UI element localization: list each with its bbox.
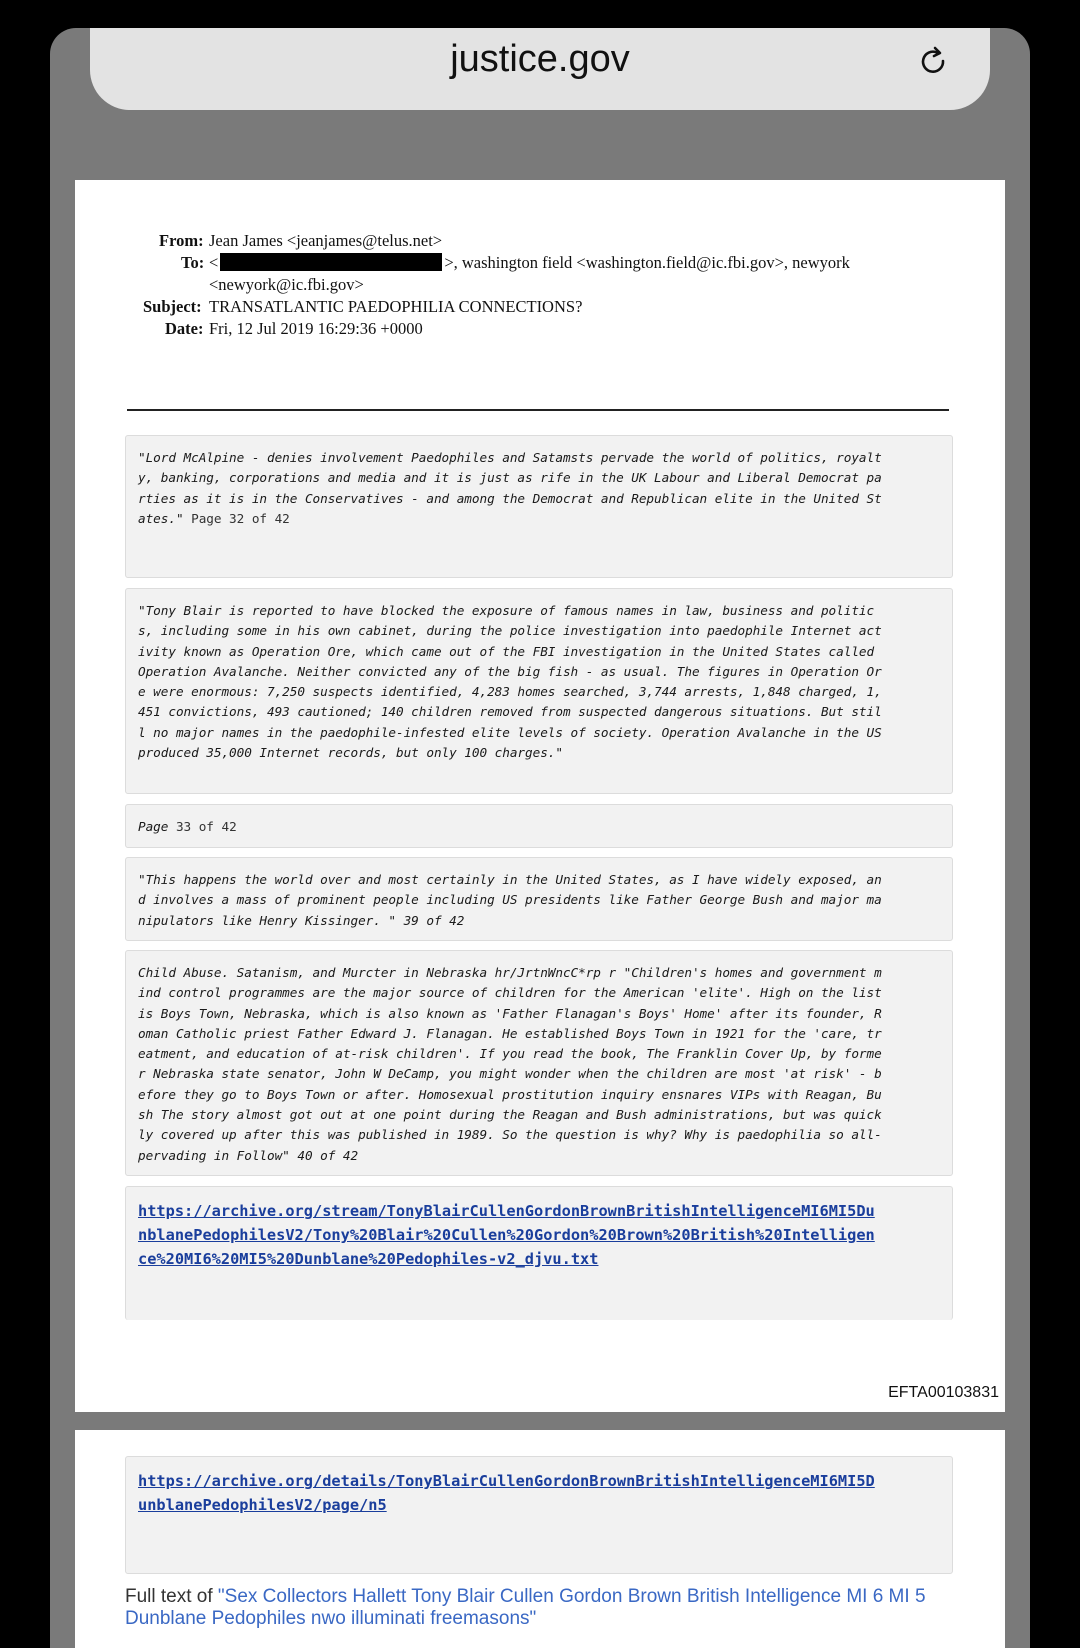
link-block-1 xyxy=(125,1186,953,1320)
to-label: To: xyxy=(181,253,205,272)
quote-text: "Lord McAlpine - denies involvement Paedophiles and Satamsts pervade the world of politics, royalt y, banking, corporations and media and it is just as rife in the UK Labour and Liberal Democrat pa rties as it is in the Conservatives - and among the Democrat and Republican elite in the United St ates." Page 32 of 42 xyxy=(138,450,882,526)
to-prefix: < xyxy=(209,253,219,272)
email-header xyxy=(135,230,935,340)
address-bar[interactable] xyxy=(90,28,990,110)
archive-stream-link[interactable]: https://archive.org/stream/TonyBlairCullenGordonBrownBritishIntelligenceMI6MI5Du nblanePedophilesV2/Tony%20Blair%20Cullen%20Gordon%20Brown%20British%20Intelligen ce%20MI6%20MI5%20Dunblane%20Pedophiles-v2_djvu.txt xyxy=(138,1202,875,1268)
from-value: Jean James <jeanjames@telus.net> xyxy=(209,231,443,250)
header-divider xyxy=(127,409,949,411)
from-label: From: xyxy=(159,231,204,250)
to-value-line2: <newyork@ic.fbi.gov> xyxy=(209,275,364,294)
page-ref-block xyxy=(125,804,953,848)
page-ref: Page 32 of 42 xyxy=(183,510,290,526)
to-value xyxy=(209,252,850,274)
browser-window xyxy=(50,28,1030,1648)
quote-text: Child Abuse. Satanism, and Murcter in Nebraska hr/JrtnWncC*rp r "Children's homes and government m ind control programmes are the major source of children for the American 'elite'. High on the list is Boys Town, Nebraska, which is also known as 'Father Flanagan's Boys' Home' after its founder, R oman Catholic priest Father Edward J. Flanagan. He established Boys Town in 1921 for the 'care, tr eatment, and education of at-risk children'. If you read the book, The Franklin Cover Up, by forme r Nebraska state senator, John W DeCamp, you might wonder when the children are most 'at risk' - b efore they go to Boys Town or after. Homosexual prostitution inquiry ensnares VIPs with Reagan, Bu sh The story almost got out at one point during the Reagan and Bush administrations, but was quick ly covered up after this was published in 1989. So the question is why? Why is paedophilia so all- pervading in Follow" 40 of 42 xyxy=(138,965,882,1163)
link-block-2 xyxy=(125,1456,953,1574)
url-text[interactable]: justice.gov xyxy=(450,38,630,80)
subject-value: TRANSATLANTIC PAEDOPHILIA CONNECTIONS? xyxy=(209,297,583,316)
bates-stamp: EFTA00103831 xyxy=(888,1384,999,1401)
archive-details-link[interactable]: https://archive.org/details/TonyBlairCullenGordonBrownBritishIntelligenceMI6MI5D unblanePedophilesV2/page/n5 xyxy=(138,1472,875,1514)
to-recipients: >, washington field <washington.field@ic.fbi.gov>, newyork xyxy=(444,253,850,272)
subject-label: Subject: xyxy=(143,297,202,316)
quote-text: "This happens the world over and most certainly in the United States, as I have widely exposed, an d involves a mass of prominent people including US presidents like Father George Bush and major ma nipulators like Henry Kissinger. " 39 of 42 xyxy=(138,872,882,928)
date-label: Date: xyxy=(165,319,204,338)
document-page-2 xyxy=(75,1430,1005,1648)
reload-icon[interactable] xyxy=(916,44,952,80)
document-page-1 xyxy=(75,180,1005,1412)
quote-block-3 xyxy=(125,857,953,941)
quote-block-2 xyxy=(125,588,953,794)
full-text-heading: Full text of "Sex Collectors Hallett Tony Blair Cullen Gordon Brown British Intelligence MI 6 MI 5 Dunblane Pedophiles nwo illuminati freemasons" xyxy=(125,1586,926,1629)
redaction-bar xyxy=(220,253,442,271)
page-ref: Page 33 of 42 xyxy=(138,819,237,834)
quote-block-4 xyxy=(125,950,953,1176)
full-text-title[interactable]: "Sex Collectors Hallett Tony Blair Cullen Gordon Brown British Intelligence MI 6 MI 5 Dunblane Pedophiles nwo illuminati freemasons" xyxy=(125,1586,926,1629)
quote-block-1 xyxy=(125,435,953,578)
quote-text: "Tony Blair is reported to have blocked the exposure of famous names in law, business and politic s, including some in his own cabinet, during the police investigation into paedophile Internet act ivity known as Operation Ore, which came out of the FBI investigation in the United States called Operation Avalanche. Neither convicted any of the big fish - as usual. The figures in Operation Or e were enormous: 7,250 suspects identified, 4,283 homes searched, 3,744 arrests, 1,848 charged, 1, 451 convictions, 493 cautioned; 140 children removed from suspected dangerous situations. But stil l no major names in the paedophile-infested elite levels of society. Operation Avalanche in the US produced 35,000 Internet records, but only 100 charges." xyxy=(138,603,882,761)
date-value: Fri, 12 Jul 2019 16:29:36 +0000 xyxy=(209,319,423,338)
